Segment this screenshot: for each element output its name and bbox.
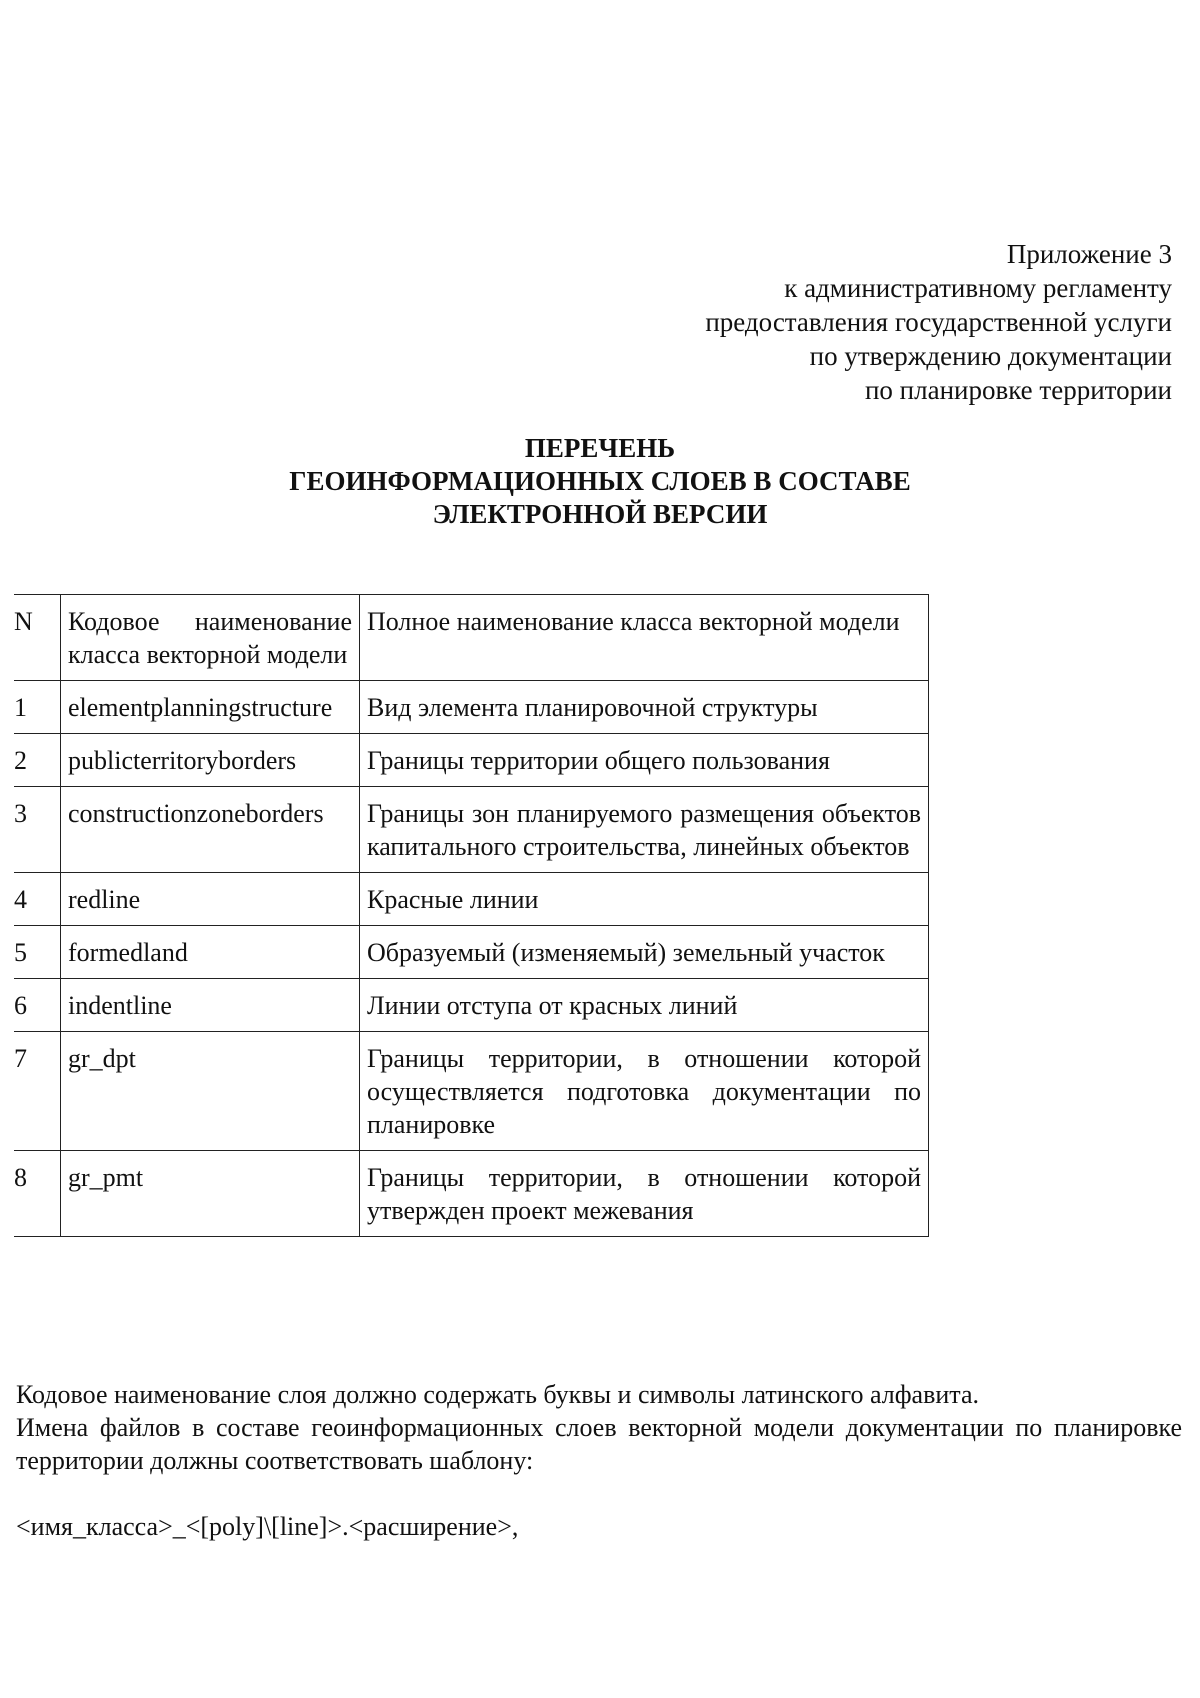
row-number: 4 [14,873,61,926]
table-row [14,1032,929,1151]
note-paragraph: Кодовое наименование слоя должно содержать буквы и символы латинского алфавита. [16,1380,980,1409]
appendix-header [372,237,1172,407]
row-code-name: elementplanningstructure [61,681,360,734]
row-code-name: formedland [61,926,360,979]
table-row [14,979,929,1032]
table-row [14,926,929,979]
row-number: 6 [14,979,61,1032]
header-full-name: Полное наименование класса векторной модели [360,595,929,681]
title-line: ПЕРЕЧЕНЬ [524,433,676,463]
row-number: 3 [14,787,61,873]
appendix-line: по планировке территории [864,375,1172,405]
appendix-line: предоставления государственной услуги [705,307,1172,337]
header-number: N [14,595,61,681]
title-line: ГЕОИНФОРМАЦИОННЫХ СЛОЕВ В СОСТАВЕ [289,466,911,496]
title-line: ЭЛЕКТРОННОЙ ВЕРСИИ [432,499,768,529]
row-number: 7 [14,1032,61,1151]
row-full-name: Границы зон планируемого размещения объектов капитального строительства, линейных объектов [360,787,929,873]
row-full-name: Вид элемента планировочной структуры [360,681,929,734]
table-row [14,873,929,926]
row-code-name: gr_dpt [61,1032,360,1151]
header-code-name: Кодовое наименование класса векторной модели [61,595,360,681]
row-code-name: indentline [61,979,360,1032]
row-full-name: Границы территории, в отношении которой осуществляется подготовка документации по планировке [360,1032,929,1151]
row-number: 8 [14,1151,61,1237]
appendix-line: к административному регламенту [784,273,1172,303]
note-paragraph: Имена файлов в составе геоинформационных слоев векторной модели документации по планировке территории должны соответствовать шаблону: [16,1413,1182,1475]
row-full-name: Границы территории общего пользования [360,734,929,787]
row-full-name: Границы территории, в отношении которой утвержден проект межевания [360,1151,929,1237]
document-title [0,432,1200,531]
row-full-name: Красные линии [360,873,929,926]
appendix-line: по утверждению документации [809,341,1172,371]
table-row [14,681,929,734]
row-code-name: gr_pmt [61,1151,360,1237]
row-full-name: Линии отступа от красных линий [360,979,929,1032]
table-row [14,787,929,873]
row-number: 1 [14,681,61,734]
table-header-row [14,595,929,681]
filename-template: <имя_класса>_<[poly]\[line]>.<расширение>, [16,1512,519,1541]
notes-section [16,1378,1182,1543]
layers-table [14,594,929,1237]
row-code-name: constructionzoneborders [61,787,360,873]
appendix-line: Приложение 3 [1006,239,1172,269]
row-code-name: redline [61,873,360,926]
row-full-name: Образуемый (изменяемый) земельный участок [360,926,929,979]
row-number: 2 [14,734,61,787]
table-row [14,734,929,787]
row-code-name: publicterritoryborders [61,734,360,787]
row-number: 5 [14,926,61,979]
table-row [14,1151,929,1237]
